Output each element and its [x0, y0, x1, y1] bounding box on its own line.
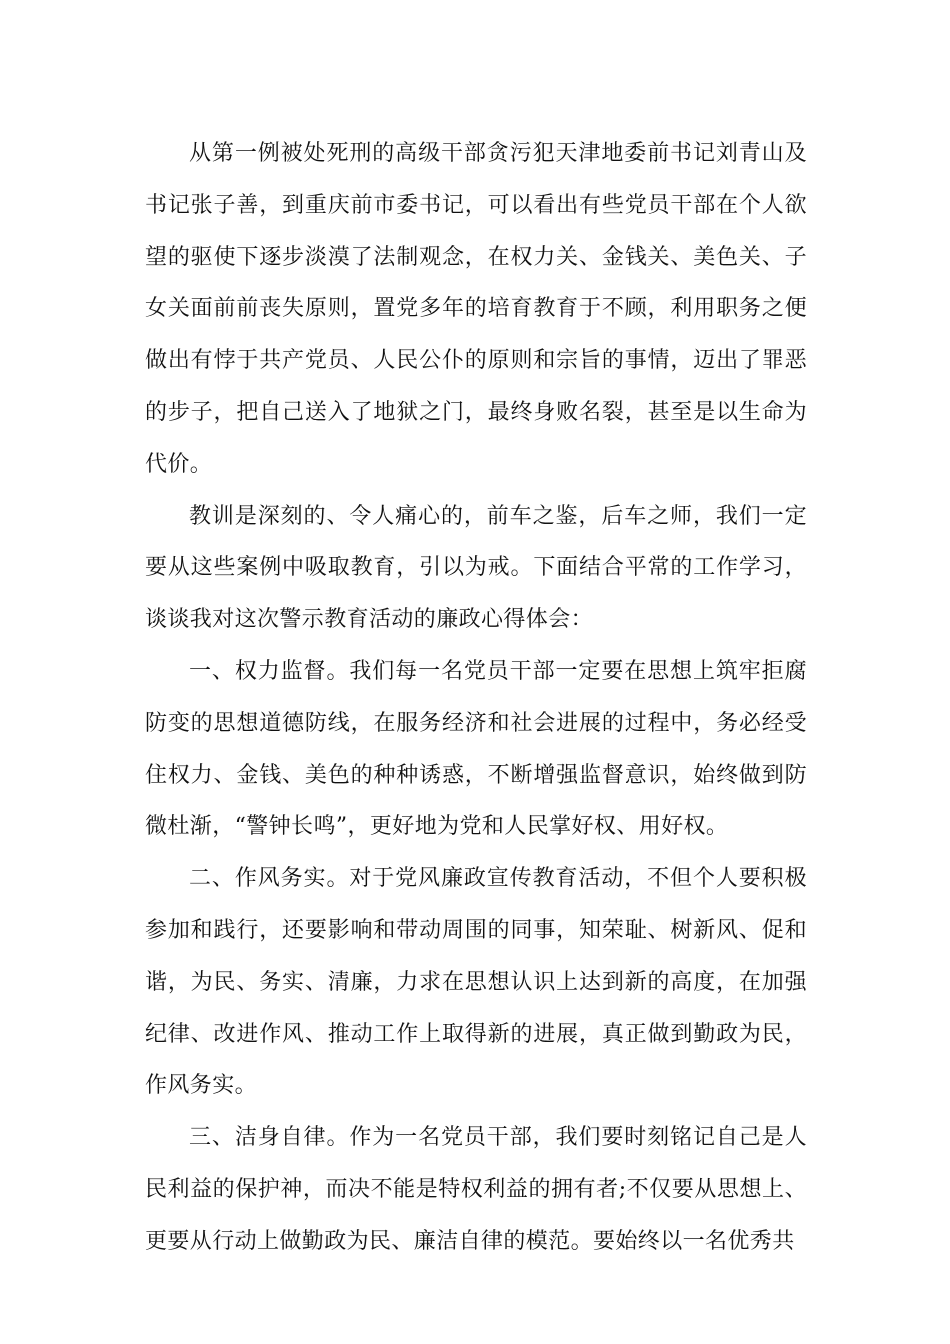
document-body — [145, 128, 807, 1268]
paragraph-power-supervision: 一、权力监督。我们每一名党员干部一定要在思想上筑牢拒腐防变的思想道德防线，在服务经济和社会进展的过程中，务必经受住权力、金钱、美色的种种诱惑，不断增强监督意识，始终做到防微杜渐，“警钟长鸣”，更好地为党和人民掌好权、用好权。 — [145, 658, 807, 840]
paragraph-lessons-learned: 教训是深刻的、令人痛心的，前车之鉴，后车之师，我们一定要从这些案例中吸取教育，引以为戒。下面结合平常的工作学习，谈谈我对这次警示教育活动的廉政心得体会： — [145, 503, 807, 633]
paragraph-self-discipline: 三、洁身自律。作为一名党员干部，我们要时刻铭记自己是人民利益的保护神，而决不能是特权利益的拥有者;不仅要从思想上、更要从行动上做勤政为民、廉洁自律的模范。要始终以一名优秀共 — [145, 1125, 807, 1254]
paragraph-lessons-cases: 从第一例被处死刑的高级干部贪污犯天津地委前书记刘青山及书记张子善，到重庆前市委书记，可以看出有些党员干部在个人欲望的驱使下逐步淡漠了法制观念，在权力关、金钱关、美色关、子女关面前前丧失原则，置党多年的培育教育于不顾，利用职务之便做出有悖于共产党员、人民公仆的原则和宗旨的事情，迈出了罪恶的步子，把自己送入了地狱之门，最终身败名裂，甚至是以生命为代价。 — [145, 141, 807, 477]
paragraph-practical-style: 二、作风务实。对于党风廉政宣传教育活动，不但个人要积极参加和践行，还要影响和带动周围的同事，知荣耻、树新风、促和谐，为民、务实、清廉，力求在思想认识上达到新的高度，在加强纪律、改进作风、推动工作上取得新的进展，真正做到勤政为民，作风务实。 — [145, 866, 807, 1099]
